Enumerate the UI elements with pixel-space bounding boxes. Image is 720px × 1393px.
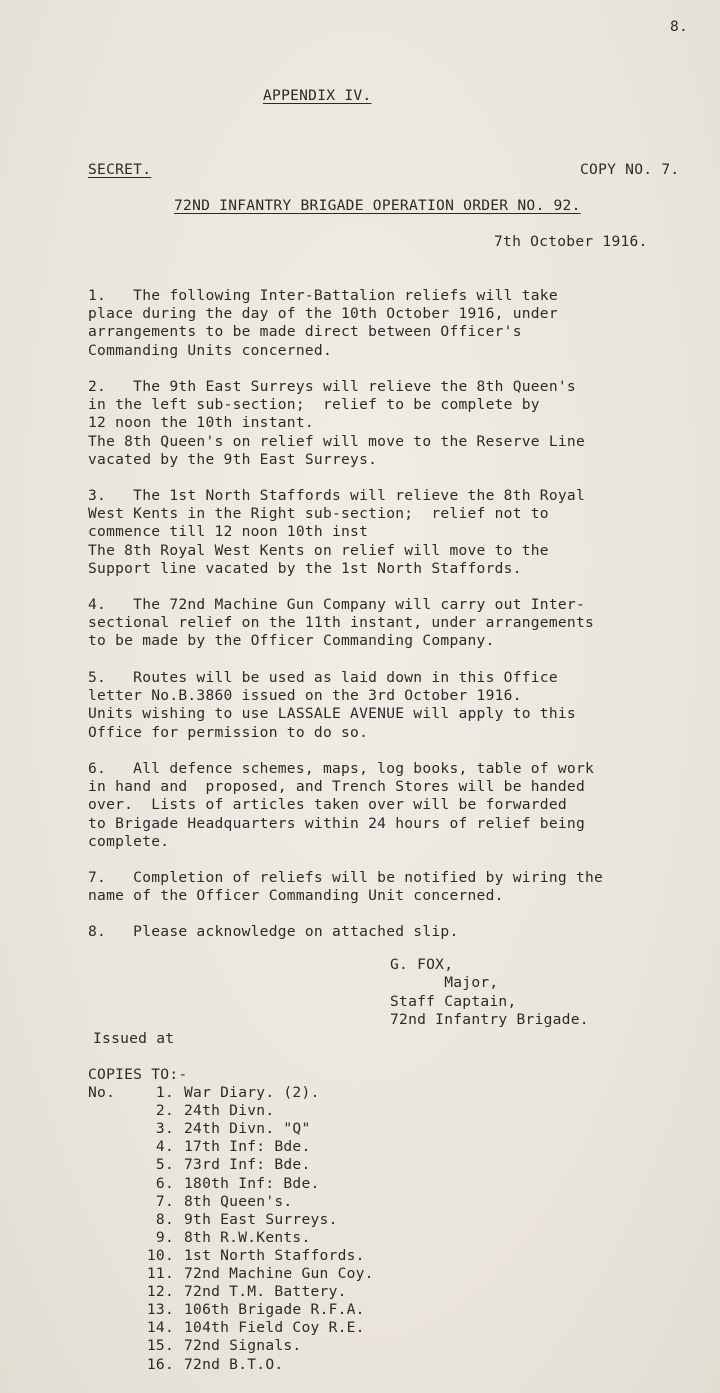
copies-heading-row [88, 1066, 374, 1084]
paragraph-2 [88, 378, 713, 469]
copy-number-item: 10. [146, 1246, 174, 1264]
list-item [88, 1120, 374, 1138]
copy-recipient: 72nd Machine Gun Coy. [184, 1265, 374, 1283]
list-item [88, 1301, 374, 1319]
paragraph-line: The 8th Queen's on relief will move to the Reserve Line [88, 432, 585, 450]
paragraph-3 [88, 487, 713, 578]
copy-number-item: 11. [146, 1265, 174, 1283]
issued-at: Issued at [93, 1030, 175, 1047]
paragraph-line: 5. Routes will be used as laid down in this Office [88, 669, 558, 686]
paragraph-line: in hand and proposed, and Trench Stores will be handed [88, 778, 585, 796]
paragraph-7 [88, 869, 713, 905]
paragraph-line: The 8th Royal West Kents on relief will move to the [88, 541, 549, 559]
paragraph-line: commence till 12 noon 10th inst [88, 523, 369, 541]
signature-unit: 72nd Infantry Brigade. [390, 1011, 589, 1029]
copy-recipient: 8th Queen's. [184, 1192, 293, 1210]
appendix-title: APPENDIX IV. [263, 87, 372, 104]
copy-number-item: 15. [146, 1337, 174, 1355]
copy-recipient: 72nd B.T.O. [184, 1355, 284, 1373]
copy-number-item: 1. [155, 1084, 174, 1102]
paragraph-line: West Kents in the Right sub-section; relief not to [88, 505, 549, 523]
signature-title: Staff Captain, [390, 992, 517, 1010]
list-item [88, 1356, 374, 1374]
copy-recipient: 106th Brigade R.F.A. [184, 1301, 365, 1319]
signature-block [390, 956, 589, 1030]
copy-number-item: 2. [155, 1102, 174, 1120]
paragraph-line: sectional relief on the 11th instant, under arrangements [88, 614, 595, 632]
paragraph-5 [88, 669, 713, 742]
paragraph-line: 3. The 1st North Staffords will relieve the 8th Royal [88, 487, 585, 504]
copy-number-item: 9. [155, 1228, 174, 1246]
copy-number-item: 4. [155, 1138, 174, 1156]
copy-number-item: 3. [155, 1120, 174, 1138]
paragraph-line: 1. The following Inter-Battalion reliefs will take [88, 287, 558, 304]
copy-number: COPY NO. 7. [580, 161, 680, 178]
order-date: 7th October 1916. [494, 233, 648, 250]
list-item [88, 1175, 374, 1193]
signature-rank: Major, [390, 974, 499, 992]
paragraph-line: 6. All defence schemes, maps, log books, table of work [88, 760, 595, 777]
paragraph-8 [88, 923, 713, 941]
list-item [88, 1319, 374, 1337]
paragraph-line: complete. [88, 832, 170, 850]
copies-no-label: No. [88, 1084, 116, 1102]
paragraph-line: vacated by the 9th East Surreys. [88, 450, 378, 468]
classification: SECRET. [88, 161, 152, 178]
copy-number-item: 12. [146, 1283, 174, 1301]
list-item [88, 1102, 374, 1120]
list-item [88, 1265, 374, 1283]
copy-recipient: 24th Divn. [184, 1102, 275, 1120]
paragraph-line: Office for permission to do so. [88, 723, 369, 741]
copy-recipient: 8th R.W.Kents. [184, 1228, 311, 1246]
copy-recipient: 24th Divn. "Q" [184, 1120, 311, 1138]
copy-recipient: 1st North Staffords. [184, 1246, 365, 1264]
paragraph-line: 4. The 72nd Machine Gun Company will carry out Inter- [88, 596, 585, 613]
copy-recipient: 72nd T.M. Battery. [184, 1283, 347, 1301]
copy-number-item: 7. [155, 1192, 174, 1210]
list-item [88, 1211, 374, 1229]
list-item [88, 1283, 374, 1301]
copy-recipient: 9th East Surreys. [184, 1210, 338, 1228]
paragraph-line: to Brigade Headquarters within 24 hours of relief being [88, 814, 585, 832]
paragraph-4 [88, 596, 713, 651]
list-item [88, 1084, 374, 1102]
paragraph-line: over. Lists of articles taken over will be forwarded [88, 796, 567, 814]
copy-recipient: 180th Inf: Bde. [184, 1174, 320, 1192]
copy-recipient: 73rd Inf: Bde. [184, 1156, 311, 1174]
paragraph-line: 12 noon the 10th instant. [88, 414, 314, 432]
paragraph-line: place during the day of the 10th October 1916, under [88, 305, 558, 323]
paragraph-line: letter No.B.3860 issued on the 3rd October 1916. [88, 687, 522, 705]
paragraph-line: to be made by the Officer Commanding Company. [88, 632, 495, 650]
paragraph-6 [88, 760, 713, 851]
paragraph-line: arrangements to be made direct between Officer's [88, 323, 522, 341]
list-item [88, 1193, 374, 1211]
paragraph-line: Commanding Units concerned. [88, 341, 332, 359]
page-number: 8. [670, 18, 689, 35]
paragraph-line: 8. Please acknowledge on attached slip. [88, 923, 459, 940]
copy-number-item: 13. [146, 1301, 174, 1319]
copy-number-item: 16. [146, 1355, 174, 1373]
paragraph-line: 2. The 9th East Surreys will relieve the 8th Queen's [88, 378, 576, 395]
list-item [88, 1138, 374, 1156]
copies-list [88, 1066, 374, 1374]
paragraph-line: name of the Officer Commanding Unit concerned. [88, 887, 504, 905]
paragraph-line: Units wishing to use LASSALE AVENUE will apply to this [88, 705, 576, 723]
paragraph-1 [88, 287, 713, 360]
copy-number-item: 14. [146, 1319, 174, 1337]
list-item [88, 1156, 374, 1174]
copy-number-item: 8. [155, 1210, 174, 1228]
paragraph-line: 7. Completion of reliefs will be notified by wiring the [88, 869, 604, 886]
copy-number-item: 5. [155, 1156, 174, 1174]
copies-heading: COPIES TO:- [88, 1066, 188, 1083]
copy-recipient: 17th Inf: Bde. [184, 1138, 311, 1156]
signature-name: G. FOX, [390, 956, 454, 973]
copy-recipient: 104th Field Coy R.E. [184, 1319, 365, 1337]
copy-recipient: War Diary. (2). [184, 1084, 320, 1102]
paragraph-line: in the left sub-section; relief to be complete by [88, 396, 540, 414]
copy-number-item: 6. [155, 1174, 174, 1192]
list-item [88, 1247, 374, 1265]
paragraph-line: Support line vacated by the 1st North Staffords. [88, 559, 522, 577]
list-item [88, 1337, 374, 1355]
list-item [88, 1229, 374, 1247]
copy-recipient: 72nd Signals. [184, 1337, 302, 1355]
order-title: 72ND INFANTRY BRIGADE OPERATION ORDER NO. 92. [174, 197, 581, 214]
